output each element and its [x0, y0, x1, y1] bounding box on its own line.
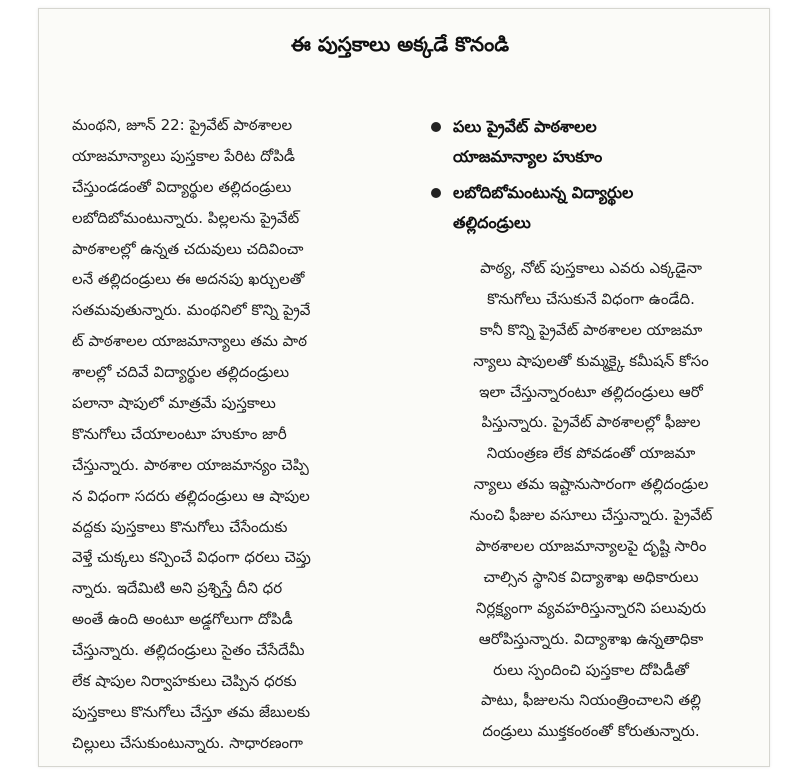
article-line: వెళ్తే చుక్కలు కన్పించే విధంగా ధరలు చెప్తు [72, 548, 311, 567]
article-line: నియంత్రణ లేక పోవడంతో యాజమా [486, 444, 696, 463]
article-line: నిర్లక్ష్యంగా వ్యవహరిస్తున్నారని పలువురు [475, 598, 707, 617]
highlight-line: యాజమాన్యాల హుకూం [453, 147, 603, 166]
article-line: లేక షాపుల నిర్వాహకులు చెప్పిన ధరకు [72, 672, 297, 691]
article-line: చేస్తున్నారు. తల్లిదండ్రులు సైతం చేసేదేమీ [72, 641, 305, 660]
article-line: చాల్సిన స్థానిక విద్యాశాఖ అధికారులు [483, 567, 699, 586]
article-line: లనే తల్లిదండ్రులు ఈ అదనపు ఖర్చులతో [72, 270, 305, 289]
article-line: పిస్తున్నారు. ప్రైవేట్ పాఠశాలల్లో ఫీజుల [481, 413, 701, 432]
article-line: రులు స్పందించి పుస్తకాల దోపిడీతో [493, 660, 689, 679]
article-line: చేస్తుండడంతో విద్యార్థుల తల్లిదండ్రులు [72, 177, 292, 196]
highlights-box [425, 112, 725, 244]
article-line: ట్ పాఠశాలల యాజమాన్యాలు తమ పాఠ [72, 332, 307, 351]
article-line: దండ్రులు ముక్తకంఠంతో కోరుతున్నారు. [482, 722, 700, 741]
article-line: పాఠశాలల యాజమాన్యాలపై దృష్టి సారిం [475, 537, 707, 556]
highlight-line: పలు ప్రైవేట్ పాఠశాలల [453, 117, 597, 136]
article-line: కొనుగోలు చేసుకునే విధంగా ఉండేది. [487, 289, 695, 308]
article-line: పాఠ్య, నోట్ పుస్తకాలు ఎవరు ఎక్కడైనా [480, 259, 702, 277]
article-line: యాజమాన్యాలు పుస్తకాల పేరిట దోపిడీ [72, 146, 295, 165]
highlight-item [425, 112, 725, 172]
article-line: పాటు, ఫీజులను నియంత్రించాలని తల్లి [481, 691, 701, 710]
article-line: ఆరోపిస్తున్నారు. విద్యాశాఖ ఉన్నతాధికా [478, 629, 704, 648]
article-line: వద్దకు పుస్తకాలు కొనుగోలు చేసేందుకు [72, 517, 288, 536]
article-line: పాఠశాలల్లో ఉన్నత చదువులు చదివించా [72, 239, 304, 258]
highlight-line: లబోదిబోమంటున్న విద్యార్థుల [453, 183, 634, 202]
article-line: న్నారు. ఇదేమిటి అని ప్రశ్నిస్తే దీని ధర [72, 579, 283, 598]
headline: ఈ పుస్తకాలు అక్కడే కొనండి [290, 32, 510, 56]
bullet-dot-icon [431, 188, 441, 198]
article-line: న విధంగా సదరు తల్లిదండ్రులు ఆ షాపుల [72, 486, 310, 505]
article-line: న్యాలు తమ ఇష్టానుసారంగా తల్లిదండ్రుల [473, 475, 709, 494]
article-line: నుంచి ఫీజుల వసూలు చేస్తున్నారు. ప్రైవేట్ [469, 506, 713, 525]
article-line: చేస్తున్నారు. పాఠశాల యాజమాన్యం చెప్పి [72, 455, 309, 474]
highlight-line: తల్లిదండ్రులు [453, 213, 531, 232]
article-line: పలానా షాపులో మాత్రమే పుస్తకాలు [72, 394, 276, 413]
article-line: సతమవుతున్నారు. మంథనిలో కొన్ని ప్రైవే [72, 301, 311, 320]
article-line: శాలల్లో చదివే విద్యార్థుల తల్లిదండ్రులు [72, 363, 290, 382]
highlight-item [425, 178, 725, 238]
article-line: ఇలా చేస్తున్నారంటూ తల్లిదండ్రులు ఆరో [479, 382, 703, 401]
article-line: న్యాలు షాపులతో కుమ్మక్కై కమీషన్ కోసం [473, 351, 709, 370]
article-line: చిల్లులు చేసుకుంటున్నారు. సాధారణంగా [72, 733, 303, 752]
article-line: మంథని, జూన్ 22: ప్రైవేట్ పాఠశాలల [72, 116, 293, 134]
article-line: పుస్తకాలు కొనుగోలు చేస్తూ తమ జేబులకు [72, 702, 311, 721]
bullet-dot-icon [431, 122, 441, 132]
article-line: కానీ కొన్ని ప్రైవేట్ పాఠశాలల యాజమా [479, 320, 703, 339]
article-line: కొనుగోలు చేయాలంటూ హుకూం జారీ [72, 424, 287, 443]
right-column [425, 253, 757, 747]
article-line: లబోదిబోమంటున్నారు. పిల్లలను ప్రైవేట్ [72, 208, 300, 227]
left-column [72, 110, 394, 759]
article-line: అంతే ఉంది అంటూ అడ్డగోలుగా దోపిడీ [72, 610, 293, 629]
